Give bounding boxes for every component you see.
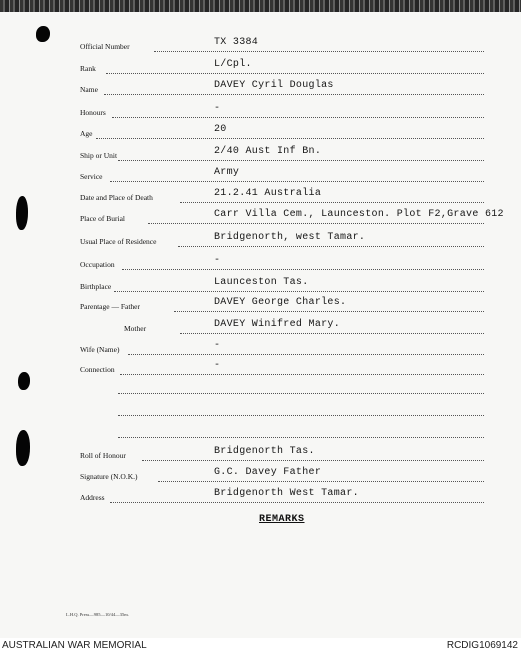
field-value: Launceston Tas.: [214, 277, 309, 288]
field-row: [80, 297, 500, 314]
address-row: [80, 488, 500, 505]
field-dotted-line: [180, 333, 484, 334]
field-row: [80, 146, 500, 163]
field-label: Rank: [80, 64, 96, 73]
field-label: Mother: [124, 324, 147, 333]
address-value: Bridgenorth West Tamar.: [214, 488, 359, 499]
roll-of-honour-row: [80, 446, 500, 463]
field-value: 2/40 Aust Inf Bn.: [214, 146, 322, 157]
roll-of-honour-value: Bridgenorth Tas.: [214, 446, 315, 457]
connection-line: [118, 393, 484, 394]
field-dotted-line: [180, 202, 484, 203]
field-row: [80, 80, 500, 97]
signature-value: G.C. Davey Father: [214, 467, 322, 478]
field-label: Place of Burial: [80, 214, 125, 223]
signature-label: Signature (N.O.K.): [80, 472, 138, 481]
field-value: DAVEY Cyril Douglas: [214, 80, 334, 91]
field-label: Wife (Name): [80, 345, 120, 354]
connection-line: [118, 415, 484, 416]
field-dotted-line: [106, 73, 484, 74]
field-row: [80, 167, 500, 184]
field-label: Service: [80, 172, 103, 181]
field-label: Name: [80, 85, 98, 94]
field-value: 20: [214, 124, 227, 135]
field-value: TX 3384: [214, 37, 259, 48]
punch-hole: [16, 430, 30, 466]
field-dotted-line: [104, 94, 484, 95]
remarks-heading: REMARKS: [259, 514, 305, 525]
field-label: Usual Place of Residence: [80, 237, 157, 246]
field-value: DAVEY Winifred Mary.: [214, 319, 341, 330]
field-value: Army: [214, 167, 240, 178]
field-row: [80, 255, 500, 272]
roll-of-honour-label: Roll of Honour: [80, 451, 126, 460]
field-dotted-line: [122, 269, 484, 270]
footer-id: RCDIG1069142: [446, 640, 518, 651]
field-value: Carr Villa Cem., Launceston. Plot F2,Grave 612: [214, 209, 504, 220]
field-dotted-line: [128, 354, 484, 355]
field-row: [80, 360, 500, 377]
field-value: -: [214, 340, 221, 351]
field-dotted-line: [154, 51, 484, 52]
field-dotted-line: [148, 223, 484, 224]
field-label: Date and Place of Death: [80, 193, 153, 202]
field-dotted-line: [120, 374, 484, 375]
scan-edge: [0, 0, 521, 12]
field-dotted-line: [96, 138, 484, 139]
archive-footer: [0, 638, 521, 654]
field-dotted-line: [110, 181, 484, 182]
field-label: Occupation: [80, 260, 115, 269]
field-value: 21.2.41 Australia: [214, 188, 322, 199]
connection-line: [118, 437, 484, 438]
address-label: Address: [80, 493, 105, 502]
field-value: -: [214, 103, 221, 114]
field-label: Official Number: [80, 42, 130, 51]
field-label: Honours: [80, 108, 106, 117]
field-row: [80, 124, 500, 141]
punch-hole: [36, 26, 50, 42]
field-dotted-line: [174, 311, 484, 312]
punch-hole: [16, 196, 28, 230]
field-label: Parentage — Father: [80, 302, 140, 311]
field-row: [80, 103, 500, 120]
field-row: [80, 340, 500, 357]
field-value: -: [214, 360, 221, 371]
field-row: [80, 319, 500, 336]
field-label: Age: [80, 129, 93, 138]
field-dotted-line: [114, 291, 484, 292]
field-value: DAVEY George Charles.: [214, 297, 347, 308]
field-label: Connection: [80, 365, 115, 374]
field-row: [80, 59, 500, 76]
field-label: Ship or Unit: [80, 151, 118, 160]
field-row: [80, 277, 500, 294]
field-row: [80, 37, 500, 54]
field-dotted-line: [112, 117, 484, 118]
field-value: Bridgenorth, west Tamar.: [214, 232, 366, 243]
printer-note: L.H.Q. Press—985—10/44—35m.: [66, 612, 129, 617]
field-dotted-line: [178, 246, 484, 247]
footer-source: AUSTRALIAN WAR MEMORIAL: [2, 640, 147, 651]
field-label: Birthplace: [80, 282, 112, 291]
field-row: [80, 188, 500, 205]
field-value: L/Cpl.: [214, 59, 252, 70]
field-row: [80, 232, 500, 249]
signature-row: [80, 467, 500, 484]
field-value: -: [214, 255, 221, 266]
punch-hole: [18, 372, 30, 390]
field-row: [80, 209, 504, 226]
field-dotted-line: [118, 160, 484, 161]
